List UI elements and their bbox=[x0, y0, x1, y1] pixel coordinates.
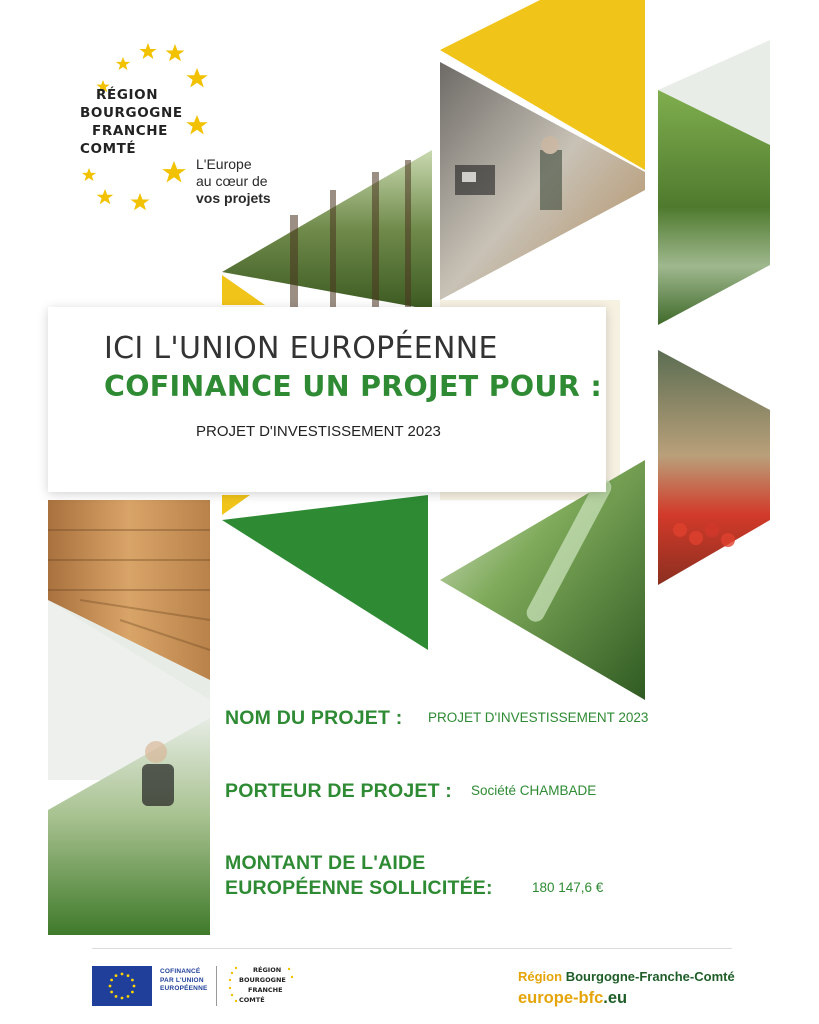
small-logo-word-2: BOURGOGNE bbox=[239, 976, 286, 984]
eu-flag-icon bbox=[92, 966, 152, 1006]
logo-tagline-bold: vos projets bbox=[196, 190, 271, 206]
logo-tagline-2: au cœur de bbox=[196, 173, 268, 189]
nom-label: NOM DU PROJET : bbox=[225, 707, 403, 729]
hero-title-line1: ICI L'UNION EUROPÉENNE bbox=[104, 331, 498, 366]
yellow-triangle-small bbox=[222, 275, 265, 305]
logo-word-region: RÉGION bbox=[96, 87, 159, 103]
hero-project-name: PROJET D'INVESTISSEMENT 2023 bbox=[196, 423, 441, 440]
montant-value: 180 147,6 € bbox=[532, 880, 604, 895]
cofinance-text bbox=[160, 968, 208, 994]
green-triangle-center bbox=[222, 495, 428, 650]
porteur-value: Société CHAMBADE bbox=[471, 783, 597, 798]
logo-word-bourgogne: BOURGOGNE bbox=[80, 105, 183, 121]
hero-title-line2: COFINANCE UN PROJET POUR : bbox=[104, 370, 603, 403]
site-suffix: .eu bbox=[603, 989, 628, 1007]
footer-divider-line bbox=[92, 948, 732, 949]
cofinance-line1: COFINANCÉ bbox=[160, 968, 201, 975]
site-prefix: europe- bbox=[518, 989, 579, 1007]
yellow-sliver bbox=[222, 495, 250, 515]
small-logo-word-4: COMTÉ bbox=[239, 996, 265, 1004]
hero-panel bbox=[48, 307, 606, 492]
region-prefix: Région bbox=[518, 969, 563, 984]
small-logo-word-3: FRANCHE bbox=[248, 986, 283, 994]
logo-word-comte: COMTÉ bbox=[80, 141, 137, 157]
nom-value: PROJET D'INVESTISSEMENT 2023 bbox=[428, 710, 649, 725]
region-small-logo bbox=[226, 963, 296, 1008]
montant-label-line1: MONTANT DE L'AIDE bbox=[225, 852, 426, 874]
market-photo bbox=[658, 350, 770, 585]
porteur-label: PORTEUR DE PROJET : bbox=[225, 780, 452, 802]
region-name: Bourgogne-Franche-Comté bbox=[565, 969, 735, 984]
footer-website-link[interactable] bbox=[518, 989, 627, 1008]
cofinance-line3: EUROPÉENNE bbox=[160, 985, 208, 992]
site-mid: bfc bbox=[578, 989, 604, 1007]
montant-label-line2: EUROPÉENNE SOLLICITÉE: bbox=[225, 877, 493, 899]
small-logo-word-1: RÉGION bbox=[253, 966, 282, 974]
footer-region-name bbox=[518, 969, 735, 984]
cofinance-line2: PAR L'UNION bbox=[160, 976, 204, 984]
logo-tagline-1: L'Europe bbox=[196, 156, 252, 172]
logo-word-franche: FRANCHE bbox=[92, 123, 168, 139]
footer-vertical-divider bbox=[216, 966, 217, 1006]
